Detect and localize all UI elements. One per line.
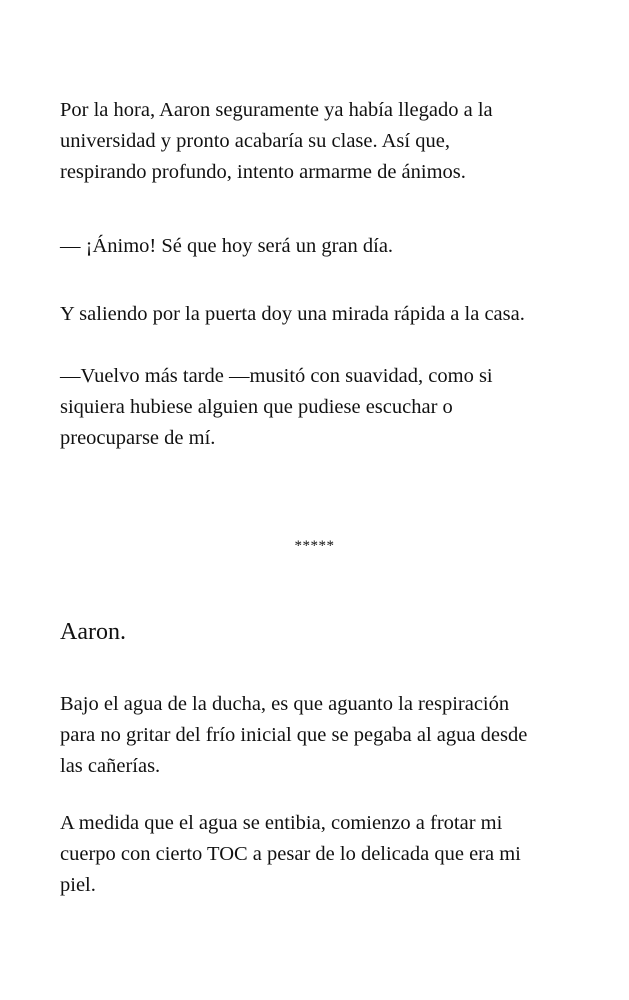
text-line: piel.	[60, 874, 96, 896]
text-line: universidad y pronto acabaría su clase. Así que,	[60, 130, 450, 152]
section-heading: Aaron.	[60, 619, 126, 645]
text-line: Bajo el agua de la ducha, es que aguanto la respiración	[60, 693, 510, 715]
text-line: las cañerías.	[60, 755, 161, 777]
text-line: preocuparse de mí.	[60, 427, 216, 449]
text-line: Por la hora, Aaron seguramente ya había llegado a la	[60, 99, 493, 121]
text-line: para no gritar del frío inicial que se pegaba al agua desde	[60, 724, 528, 746]
text-line: respirando profundo, intento armarme de ánimos.	[60, 161, 466, 183]
section-separator: *****	[294, 538, 335, 554]
text-line: A medida que el agua se entibia, comienzo a frotar mi	[60, 812, 503, 834]
text-line: siquiera hubiese alguien que pudiese escuchar o	[60, 396, 453, 418]
text-line: cuerpo con cierto TOC a pesar de lo delicada que era mi	[60, 843, 521, 865]
text-line: —Vuelvo más tarde —musitó con suavidad, como si	[60, 365, 493, 387]
text-line: Y saliendo por la puerta doy una mirada rápida a la casa.	[60, 303, 525, 325]
text-line: — ¡Ánimo! Sé que hoy será un gran día.	[60, 235, 394, 257]
